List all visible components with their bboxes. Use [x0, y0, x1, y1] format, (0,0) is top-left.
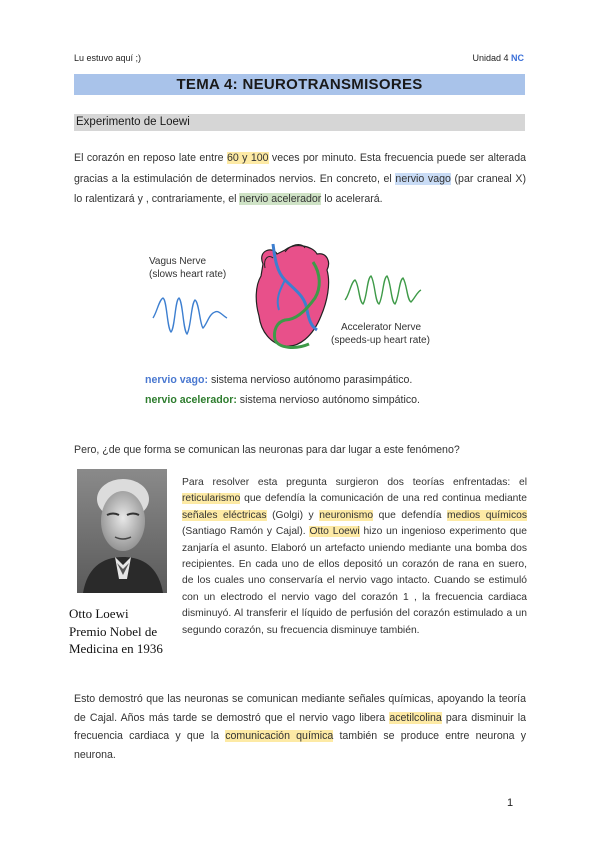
definition-accelerator: [145, 390, 420, 410]
term-vagus: nervio vago:: [145, 374, 208, 386]
text-run: (par craneal X) lo ralentizará y , contrariamente, el: [74, 172, 526, 205]
accel-sublabel: (speeds-up heart rate): [331, 335, 430, 346]
highlight-rate: 60 y 100: [226, 152, 269, 164]
intro-paragraph: [74, 148, 526, 210]
highlight-vagus: nervio vago: [395, 172, 451, 185]
experiment-paragraph: [182, 475, 527, 639]
highlight-chemical-communication: comunicación química: [225, 730, 334, 742]
heart-nerve-diagram: [145, 240, 465, 360]
text-run: (Golgi) y: [266, 509, 320, 521]
page-title: TEMA 4: NEUROTRANSMISORES: [74, 74, 525, 95]
caption-line: Premio Nobel de: [69, 623, 158, 639]
highlight-reticularismo: reticularismo: [182, 493, 241, 505]
accelerator-trace: [345, 276, 421, 304]
text-run: Esto demostró que las neuronas se comunican mediante señales químicas, apoyando la teoría de Cajal. Años más tarde se demostró que el nervio vago libera: [74, 693, 526, 724]
highlight-chemical: medios químicos: [447, 509, 527, 521]
text-run: Para resolver esta pregunta surgieron dos teorías enfrentadas: el: [182, 477, 527, 488]
definition-list: [145, 370, 420, 410]
definition-vagus: [145, 370, 420, 390]
photo-caption: [69, 605, 163, 658]
highlight-accelerator: nervio acelerador: [239, 193, 322, 205]
accel-label: Accelerator Nerve: [341, 322, 422, 333]
header-unit: [472, 53, 524, 63]
definition-text: sistema nervioso autónomo parasimpático.: [208, 374, 413, 386]
vagus-label: Vagus Nerve: [149, 256, 207, 267]
highlight-acetylcholine: acetilcolina: [389, 711, 442, 724]
text-run: El corazón en reposo late entre: [74, 152, 227, 164]
highlight-neuronismo: neuronismo: [319, 509, 374, 521]
text-run: hizo un ingenioso experimento que zanjaría el asunto. Elaboró un artefacto uniendo mediante una bomba dos recipientes. En cada uno de ellos depositó un corazón de rana en suero, de los cuales uno conservaría el nervio vago intacto. Cuando se estimuló con un electrodo el nervio vago del corazón 1 , la frecuencia cardiaca disminuyó. Al transferir el líquido de perfusión del corazón estimulado a un segundo corazón, su frecuencia disminuye también.: [182, 526, 527, 636]
section-heading: Experimento de Loewi: [74, 114, 525, 131]
term-accelerator: nervio acelerador:: [145, 394, 237, 406]
header-note: Lu estuvo aquí ;): [74, 53, 142, 63]
question-paragraph: Pero, ¿de que forma se comunican las neuronas para dar lugar a este fenómeno?: [74, 444, 460, 456]
conclusion-paragraph: [74, 690, 526, 764]
text-run: también se produce entre neurona y neurona.: [74, 730, 526, 761]
text-run: que defendía: [373, 509, 448, 521]
vagus-sublabel: (slows heart rate): [149, 269, 227, 280]
unit-label: Unidad 4: [472, 53, 509, 63]
page-number: 1: [507, 797, 514, 809]
text-run: lo acelerará.: [321, 193, 383, 205]
caption-line: Otto Loewi: [69, 606, 129, 621]
otto-loewi-photo: [77, 469, 167, 593]
unit-tag: NC: [511, 53, 524, 63]
caption-line: Medicina en 1936: [69, 641, 163, 656]
text-run: veces por minuto. Esta frecuencia puede ser alterada gracias a la estimulación de determinados nervios. En concreto, el: [74, 152, 526, 185]
highlight-loewi: Otto Loewi: [309, 526, 360, 538]
text-run: para disminuir la frecuencia cardiaca y que la: [74, 711, 526, 742]
highlight-electrical: señales eléctricas: [182, 509, 267, 521]
definition-text: sistema nervioso autónomo simpático.: [236, 394, 420, 406]
text-run: (Santiago Ramón y Cajal).: [182, 526, 310, 538]
text-run: que defendía la comunicación de una red continua mediante: [240, 493, 527, 505]
vagus-trace: [153, 298, 227, 334]
